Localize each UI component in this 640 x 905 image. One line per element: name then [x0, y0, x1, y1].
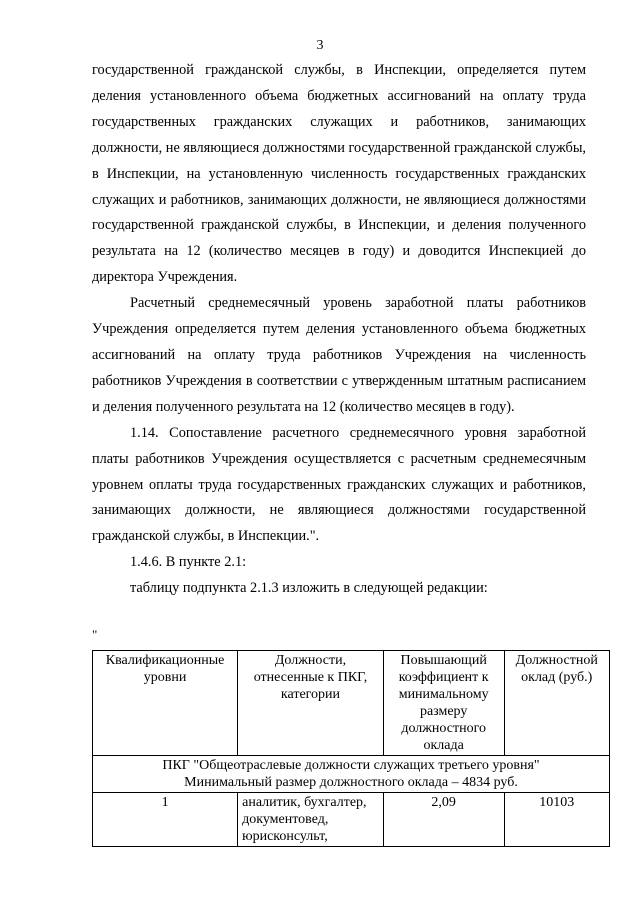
header-qualification-levels: Квалификационные уровни — [93, 651, 238, 756]
paragraph: 1.4.6. В пункте 2.1: — [130, 554, 247, 571]
paragraph: Расчетный среднемесячный уровень заработной платы работников Учреждения определяется путем деления установленного объема бюджетных ассигнований на оплату труда работников Учреждения на численность работников Учреждения в соответствии с утвержденным штатным расписанием и деления полученного результата на 12 (количество месяцев в году). — [92, 295, 586, 415]
table-group-row — [93, 756, 610, 793]
header-coefficient: Повышающий коэффициент к минимальному размеру должностного оклада — [383, 651, 504, 756]
opening-quote-mark: " — [92, 627, 98, 642]
paragraph: таблицу подпункта 2.1.3 изложить в следующей редакции: — [130, 580, 488, 597]
header-salary: Должностной оклад (руб.) — [504, 651, 610, 756]
table-row — [93, 793, 610, 847]
page-number: 3 — [316, 38, 324, 53]
qualification-table — [92, 650, 610, 847]
table-header-row — [93, 651, 610, 756]
cell-coefficient: 2,09 — [383, 793, 504, 847]
document-body — [92, 58, 586, 602]
group-cell — [93, 756, 610, 793]
cell-positions: аналитик, бухгалтер, документовед, юрисконсульт, — [238, 793, 384, 847]
cell-salary: 10103 — [504, 793, 610, 847]
paragraph: 1.14. Сопоставление расчетного среднемесячного уровня заработной платы работников Учреждения осуществляется с расчетным среднемесячным уровнем оплаты труда государственных гражданских служащих и работников, занимающих должности, не являющиеся должностями государственной гражданской службы, в Инспекции.". — [92, 424, 586, 545]
paragraph: государственной гражданской службы, в Инспекции, определяется путем деления установленного объема бюджетных ассигнований на оплату труда государственных гражданских служащих и работников, занимающих должности, не являющиеся должностями государственной гражданской службы, в Инспекции, на установленную численность государственных гражданских служащих и работников, занимающих должности, не являющиеся должностями государственной гражданской службы, в Инспекции, и деления полученного результата на 12 (количество месяцев в году) и доводится Инспекцией до директора Учреждения. — [92, 62, 586, 286]
header-positions: Должности, отнесенные к ПКГ, категории — [238, 651, 384, 756]
group-title: ПКГ "Общеотраслевые должности служащих третьего уровня" — [162, 758, 540, 773]
group-subtitle: Минимальный размер должностного оклада – 4834 руб. — [184, 775, 518, 790]
cell-level: 1 — [93, 793, 238, 847]
